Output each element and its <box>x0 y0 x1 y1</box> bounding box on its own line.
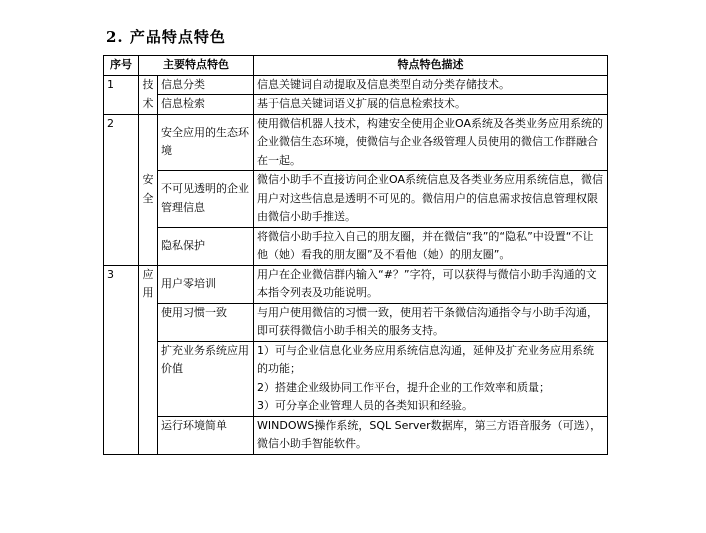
table-row <box>104 303 608 341</box>
feature-name: 运行环境简单 <box>158 416 254 454</box>
table-row <box>104 75 608 95</box>
table-row <box>104 227 608 265</box>
row-number: 3 <box>104 265 139 454</box>
feature-description: 用户在企业微信群内输入“#？”字符，可以获得与微信小助手沟通的文本指令列表及功能说明。 <box>254 265 608 303</box>
table-row <box>104 95 608 115</box>
row-number: 1 <box>104 75 139 114</box>
header-number: 序号 <box>104 56 139 76</box>
feature-name: 安全应用的生态环境 <box>158 114 254 171</box>
row-number: 2 <box>104 114 139 265</box>
category-cell: 安全 <box>139 114 158 265</box>
header-main-feature: 主要特点特色 <box>139 56 254 76</box>
feature-description: 1）可与企业信息化业务应用系统信息沟通，延伸及扩充业务应用系统的功能； 2）搭建企业级协同工作平台，提升企业的工作效率和质量； 3）可分享企业管理人员的各类知识和经验。 <box>254 341 608 416</box>
feature-name: 信息分类 <box>158 75 254 95</box>
table-row <box>104 114 608 171</box>
table-header-row <box>104 56 608 76</box>
table-row <box>104 341 608 416</box>
feature-description: 微信小助手不直接访问企业OA系统信息及各类业务应用系统信息，微信用户对这些信息是透明不可见的。微信用户的信息需求按信息管理权限由微信小助手推送。 <box>254 171 608 228</box>
feature-description: 将微信小助手拉入自己的朋友圈，并在微信“我”的“隐私”中设置“不让他（她）看我的朋友圈”及不看他（她）的朋友圈”。 <box>254 227 608 265</box>
header-description: 特点特色描述 <box>254 56 608 76</box>
feature-description: 信息关键词自动提取及信息类型自动分类存储技术。 <box>254 75 608 95</box>
feature-name: 隐私保护 <box>158 227 254 265</box>
table-row <box>104 171 608 228</box>
feature-description: 使用微信机器人技术，构建安全使用企业OA系统及各类业务应用系统的企业微信生态环境，使微信与企业各级管理人员使用的微信工作群融合在一起。 <box>254 114 608 171</box>
feature-name: 用户零培训 <box>158 265 254 303</box>
feature-name: 不可见透明的企业管理信息 <box>158 171 254 228</box>
section-title: 2. 产品特点特色 <box>106 28 226 46</box>
feature-description: 与用户使用微信的习惯一致，使用若干条微信沟通指令与小助手沟通，即可获得微信小助手相关的服务支持。 <box>254 303 608 341</box>
table-row <box>104 265 608 303</box>
feature-name: 使用习惯一致 <box>158 303 254 341</box>
feature-name: 扩充业务系统应用价值 <box>158 341 254 416</box>
features-table <box>103 55 608 455</box>
category-cell: 应用 <box>139 265 158 454</box>
feature-description: 基于信息关键词语义扩展的信息检索技术。 <box>254 95 608 115</box>
feature-description: WINDOWS操作系统，SQL Server数据库，第三方语音服务（可选），微信小助手智能软件。 <box>254 416 608 454</box>
category-cell: 技术 <box>139 75 158 114</box>
feature-name: 信息检索 <box>158 95 254 115</box>
table-row <box>104 416 608 454</box>
